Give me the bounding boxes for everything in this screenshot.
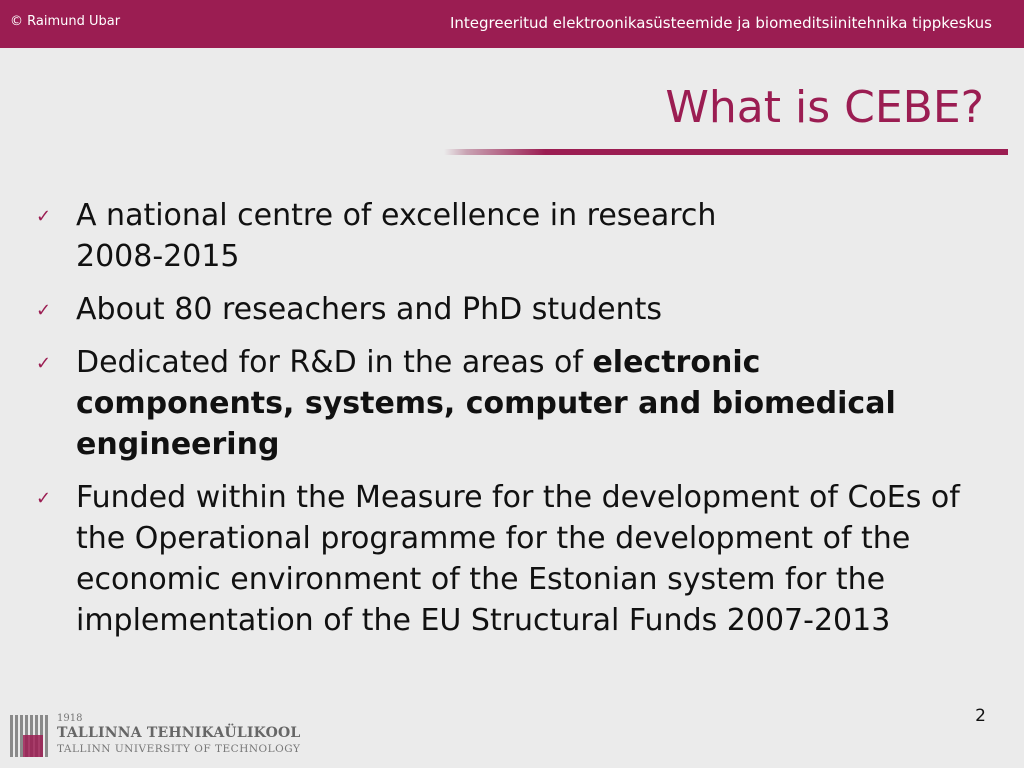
bullet-item	[36, 477, 966, 641]
header-bar	[0, 0, 1024, 48]
bullet-text: 2008-2015	[76, 239, 240, 274]
bullet-text: A national centre of excellence in research	[76, 198, 717, 233]
logo-bars-icon	[10, 715, 50, 757]
bullet-item	[36, 195, 966, 277]
check-icon: ✓	[36, 300, 52, 321]
check-icon: ✓	[36, 488, 52, 509]
logo-name-en: TALLINN UNIVERSITY OF TECHNOLOGY	[57, 743, 301, 755]
check-icon: ✓	[36, 353, 52, 374]
bullet-text: Dedicated for R&D in the areas of	[76, 345, 593, 380]
bullet-list	[36, 195, 966, 653]
institution-name: Integreeritud elektroonikasüsteemide ja biomeditsiinitehnika tippkeskus	[449, 14, 992, 32]
bullet-text: Funded within the Measure for the development of CoEs of the Operational programme for the development of the economic environment of the Estonian system for the implementation of the EU Structural Funds 2007-2013	[76, 480, 960, 638]
university-logo	[10, 713, 310, 761]
check-icon: ✓	[36, 206, 52, 227]
title-underline	[444, 149, 1008, 155]
page-number: 2	[975, 706, 986, 726]
slide-title: What is CEBE?	[665, 82, 984, 133]
logo-name: TALLINNA TEHNIKAÜLIKOOL	[57, 725, 301, 741]
bullet-text: About 80 reseachers and PhD students	[76, 292, 663, 327]
copyright-text: © Raimund Ubar	[10, 14, 121, 29]
bullet-item	[36, 289, 966, 330]
logo-year: 1918	[57, 713, 83, 724]
bullet-item	[36, 342, 966, 465]
bullet-bold-text: electronic components, systems, computer and biomedical engineering	[76, 345, 896, 462]
